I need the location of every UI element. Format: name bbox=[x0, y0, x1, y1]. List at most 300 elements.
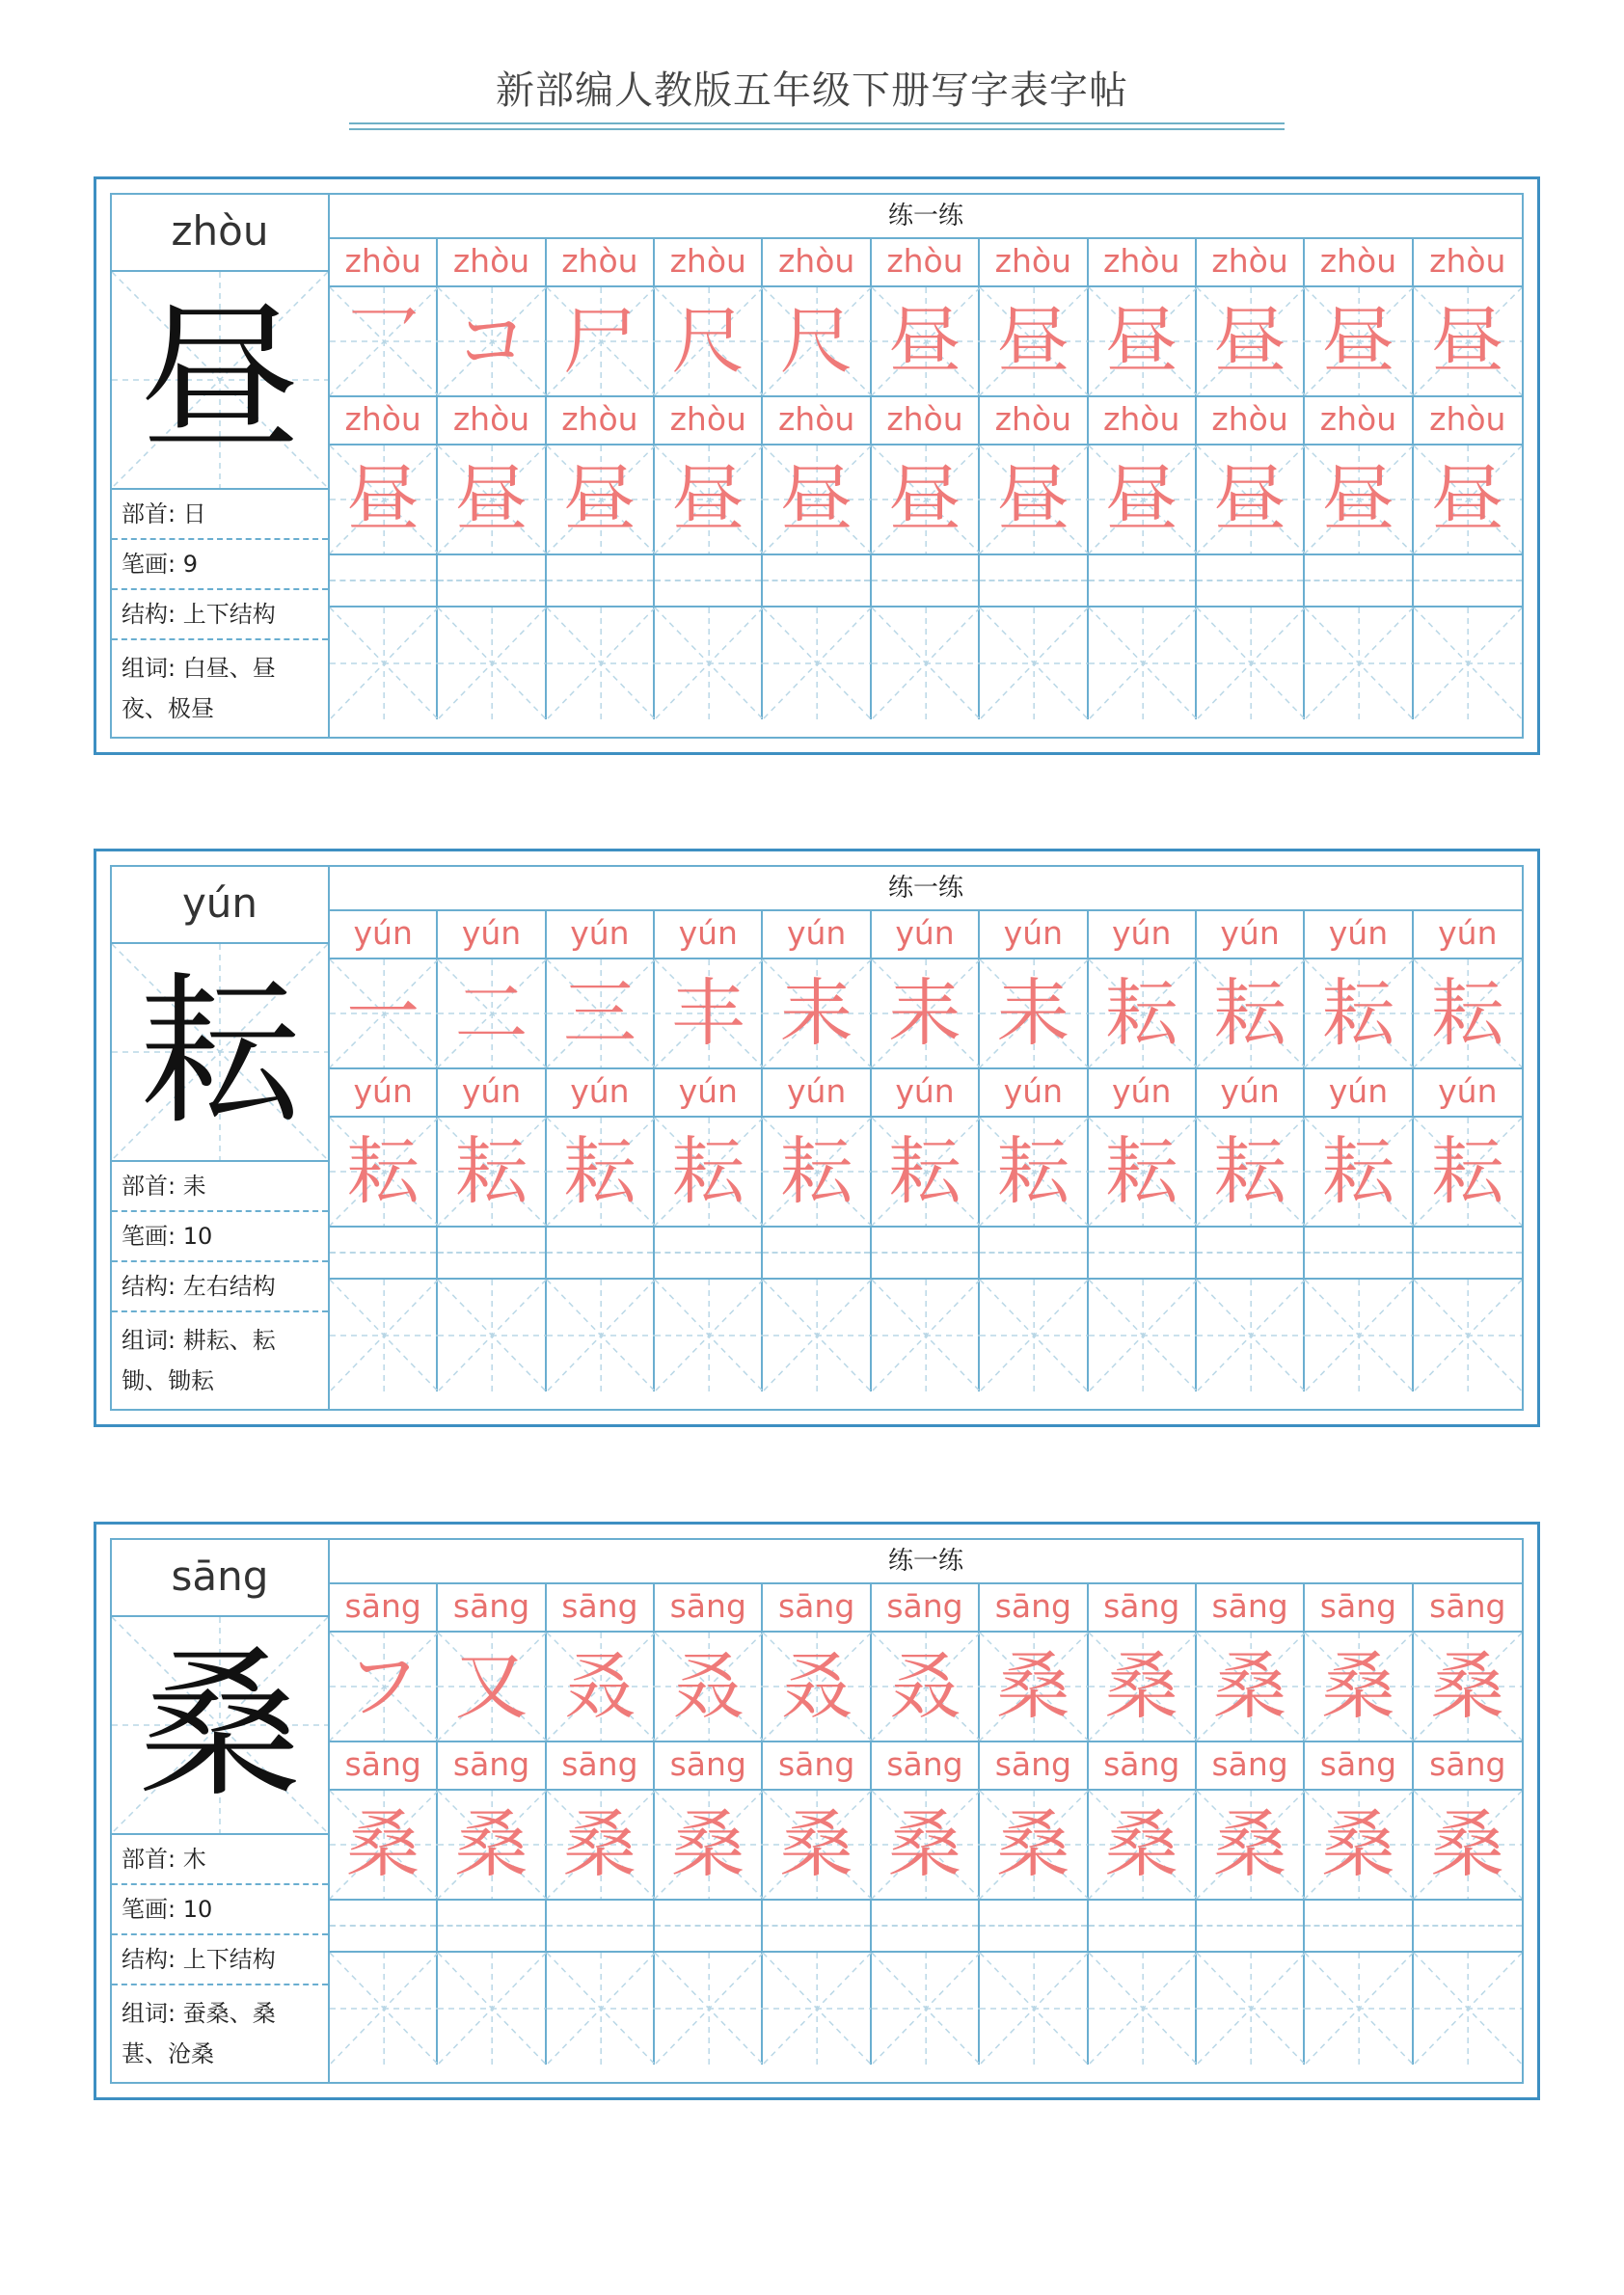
trace-cell bbox=[330, 1118, 438, 1226]
main-character-box bbox=[112, 272, 328, 490]
radical-row-label: 部首: bbox=[122, 500, 176, 527]
trace-character: 桑 bbox=[1213, 1643, 1287, 1729]
blank-pinyin-cell[interactable] bbox=[330, 555, 438, 606]
radical-row bbox=[112, 490, 328, 540]
pinyin-cell: sāng bbox=[872, 1584, 980, 1631]
trace-cell bbox=[438, 287, 546, 395]
trace-character: 乛 bbox=[346, 298, 420, 384]
strokes-row-label: 笔画: bbox=[122, 1223, 176, 1250]
pinyin-guide-line bbox=[980, 1252, 1086, 1254]
blank-writing-row bbox=[330, 608, 1522, 719]
trace-character: 尺 bbox=[779, 298, 853, 384]
pinyin-guide-line bbox=[1089, 1252, 1195, 1254]
pinyin-guide-line bbox=[763, 1252, 869, 1254]
trace-cell bbox=[655, 1118, 763, 1226]
trace-character: 昼 bbox=[1321, 456, 1395, 542]
trace-cell bbox=[1305, 287, 1413, 395]
character-block bbox=[94, 1522, 1540, 2100]
blank-writing-cell[interactable] bbox=[1197, 1280, 1305, 1391]
practice-area bbox=[330, 867, 1522, 1409]
blank-pinyin-cell[interactable] bbox=[438, 1901, 546, 1951]
words-row bbox=[112, 1312, 328, 1409]
trace-cell bbox=[763, 287, 871, 395]
pinyin-cell: sāng bbox=[1089, 1584, 1197, 1631]
blank-pinyin-cell[interactable] bbox=[1197, 1901, 1305, 1951]
trace-character: 昼 bbox=[1321, 298, 1395, 384]
pinyin-trace-row bbox=[330, 1742, 1522, 1791]
trace-cell bbox=[1197, 446, 1305, 554]
pinyin-guide-line bbox=[980, 580, 1086, 581]
pinyin-guide-line bbox=[1305, 580, 1411, 581]
pinyin-cell: yún bbox=[872, 911, 980, 958]
trace-cell bbox=[655, 1633, 763, 1741]
trace-character: 昼 bbox=[779, 456, 853, 542]
trace-row bbox=[330, 1791, 1522, 1901]
trace-cell bbox=[438, 446, 546, 554]
trace-character: 昼 bbox=[1430, 298, 1504, 384]
trace-character: 丰 bbox=[671, 970, 745, 1056]
pinyin-cell: yún bbox=[330, 911, 438, 958]
character-block-inner bbox=[110, 865, 1524, 1411]
trace-character: 昼 bbox=[887, 298, 961, 384]
trace-row bbox=[330, 1118, 1522, 1228]
trace-cell bbox=[547, 287, 655, 395]
blank-writing-cell[interactable] bbox=[1414, 608, 1522, 719]
blank-writing-cell[interactable] bbox=[1089, 1953, 1197, 2065]
pinyin-cell: yún bbox=[980, 911, 1088, 958]
structure-row-value: 上下结构 bbox=[182, 1946, 276, 1973]
trace-character: 耘 bbox=[1104, 970, 1178, 1056]
trace-character: 耘 bbox=[1430, 1128, 1504, 1214]
character-block-inner bbox=[110, 193, 1524, 739]
trace-character: 桑 bbox=[562, 1801, 636, 1887]
pinyin-cell: yún bbox=[763, 1069, 871, 1116]
blank-pinyin-cell[interactable] bbox=[872, 555, 980, 606]
blank-pinyin-row bbox=[330, 1901, 1522, 1953]
pinyin-guide-line bbox=[1197, 580, 1303, 581]
trace-cell bbox=[980, 959, 1088, 1067]
pinyin-cell: sāng bbox=[980, 1742, 1088, 1789]
blank-pinyin-cell[interactable] bbox=[763, 555, 871, 606]
pinyin-cell: zhòu bbox=[872, 397, 980, 444]
pinyin-cell: yún bbox=[1197, 911, 1305, 958]
pinyin-cell: zhòu bbox=[1429, 242, 1506, 280]
radical-row-label: 部首: bbox=[122, 1173, 176, 1200]
pinyin-cell: yún bbox=[1305, 1069, 1413, 1116]
pinyin-guide-line bbox=[1089, 1925, 1195, 1927]
main-character: 昼 bbox=[139, 285, 301, 474]
pinyin-cell: yún bbox=[763, 911, 871, 958]
trace-character: 昼 bbox=[1213, 456, 1287, 542]
blank-pinyin-cell[interactable] bbox=[655, 555, 763, 606]
blank-writing-cell[interactable] bbox=[763, 1953, 871, 2065]
trace-cell bbox=[1089, 1791, 1197, 1899]
trace-cell bbox=[1197, 1633, 1305, 1741]
trace-cell bbox=[330, 1791, 438, 1899]
pinyin-cell: sāng bbox=[1305, 1584, 1413, 1631]
trace-character: 耘 bbox=[1430, 970, 1504, 1056]
blank-writing-cell[interactable] bbox=[1414, 1953, 1522, 2065]
structure-row-label: 结构: bbox=[122, 1273, 176, 1300]
strokes-row bbox=[112, 540, 328, 590]
blank-writing-cell[interactable] bbox=[980, 1280, 1088, 1391]
blank-writing-cell[interactable] bbox=[980, 608, 1088, 719]
trace-character: 二 bbox=[454, 970, 528, 1056]
blank-writing-cell[interactable] bbox=[872, 1280, 980, 1391]
trace-character: 昼 bbox=[454, 456, 528, 542]
pinyin-cell: zhòu bbox=[547, 239, 655, 285]
main-pinyin: yún bbox=[112, 867, 328, 944]
trace-cell bbox=[330, 446, 438, 554]
blank-pinyin-cell[interactable] bbox=[1197, 1228, 1305, 1278]
trace-character: 耘 bbox=[562, 1128, 636, 1214]
trace-cell bbox=[547, 1633, 655, 1741]
character-block bbox=[94, 849, 1540, 1427]
trace-character: 昼 bbox=[1213, 298, 1287, 384]
trace-character: コ bbox=[454, 298, 528, 384]
blank-writing-cell[interactable] bbox=[438, 608, 546, 719]
words-row bbox=[112, 640, 328, 737]
blank-pinyin-cell[interactable] bbox=[655, 1901, 763, 1951]
pinyin-cell: sāng bbox=[547, 1584, 655, 1631]
blank-pinyin-cell[interactable] bbox=[1414, 1901, 1522, 1951]
strokes-row-label: 笔画: bbox=[122, 1896, 176, 1923]
pinyin-cell: zhòu bbox=[872, 239, 980, 285]
trace-cell bbox=[1089, 287, 1197, 395]
blank-pinyin-cell[interactable] bbox=[980, 1901, 1088, 1951]
trace-character: 桑 bbox=[779, 1801, 853, 1887]
words-row-label: 组词: bbox=[122, 655, 176, 682]
strokes-row-value: 9 bbox=[182, 551, 199, 578]
blank-writing-cell[interactable] bbox=[1305, 1953, 1413, 2065]
blank-pinyin-cell[interactable] bbox=[1305, 1228, 1413, 1278]
pinyin-cell: sāng bbox=[1089, 1742, 1197, 1789]
stroke-order-row bbox=[330, 959, 1522, 1069]
blank-writing-cell[interactable] bbox=[1197, 1953, 1305, 2065]
strokes-row-value: 10 bbox=[182, 1896, 213, 1923]
blank-pinyin-cell[interactable] bbox=[547, 555, 655, 606]
pinyin-cell: zhòu bbox=[1305, 239, 1413, 285]
blank-pinyin-cell[interactable] bbox=[330, 1901, 438, 1951]
trace-character: 桑 bbox=[1430, 1801, 1504, 1887]
trace-cell bbox=[547, 959, 655, 1067]
trace-cell bbox=[1197, 959, 1305, 1067]
trace-cell bbox=[980, 1118, 1088, 1226]
trace-character: 昼 bbox=[346, 456, 420, 542]
blank-writing-cell[interactable] bbox=[330, 1280, 438, 1391]
pinyin-guide-line bbox=[330, 580, 436, 581]
radical-row bbox=[112, 1835, 328, 1885]
trace-character: 耘 bbox=[1104, 1128, 1178, 1214]
blank-pinyin-cell[interactable] bbox=[547, 1228, 655, 1278]
pinyin-cell: yún bbox=[438, 1069, 546, 1116]
structure-row bbox=[112, 1262, 328, 1312]
trace-character: 耘 bbox=[454, 1128, 528, 1214]
trace-character: 耒 bbox=[779, 970, 853, 1056]
structure-row bbox=[112, 1935, 328, 1985]
pinyin-cell: yún bbox=[330, 1069, 438, 1116]
blank-writing-cell[interactable] bbox=[872, 1953, 980, 2065]
blank-pinyin-cell[interactable] bbox=[1305, 1901, 1413, 1951]
pinyin-guide-line bbox=[1197, 1252, 1303, 1254]
blank-writing-row bbox=[330, 1953, 1522, 2065]
blank-writing-cell[interactable] bbox=[1089, 608, 1197, 719]
practice-area bbox=[330, 1540, 1522, 2082]
pinyin-cell: sāng bbox=[655, 1742, 763, 1789]
trace-character: 耘 bbox=[1213, 1128, 1287, 1214]
trace-row bbox=[330, 446, 1522, 555]
trace-cell bbox=[980, 446, 1088, 554]
character-block bbox=[94, 176, 1540, 755]
trace-character: 耘 bbox=[1213, 970, 1287, 1056]
blank-writing-cell[interactable] bbox=[1305, 1280, 1413, 1391]
pinyin-guide-line bbox=[655, 580, 761, 581]
pinyin-trace-row bbox=[330, 397, 1522, 446]
trace-cell bbox=[438, 959, 546, 1067]
trace-cell bbox=[763, 1633, 871, 1741]
pinyin-cell: sāng bbox=[438, 1742, 546, 1789]
trace-cell bbox=[872, 1791, 980, 1899]
blank-writing-cell[interactable] bbox=[1414, 1280, 1522, 1391]
trace-character: 桑 bbox=[1430, 1643, 1504, 1729]
pinyin-cell: zhòu bbox=[1197, 239, 1305, 285]
pinyin-guide-line bbox=[438, 1925, 544, 1927]
pinyin-cell: yún bbox=[980, 1069, 1088, 1116]
words-row bbox=[112, 1985, 328, 2082]
blank-writing-cell[interactable] bbox=[763, 1280, 871, 1391]
trace-character: 桑 bbox=[1104, 1801, 1178, 1887]
trace-character: 耘 bbox=[346, 1128, 420, 1214]
blank-pinyin-cell[interactable] bbox=[655, 1228, 763, 1278]
trace-character: 耘 bbox=[671, 1128, 745, 1214]
pinyin-cell: yún bbox=[1089, 911, 1197, 958]
blank-writing-cell[interactable] bbox=[438, 1953, 546, 2065]
trace-cell bbox=[1414, 959, 1522, 1067]
pinyin-cell: yún bbox=[655, 1069, 763, 1116]
trace-cell bbox=[980, 1791, 1088, 1899]
trace-cell bbox=[763, 1791, 871, 1899]
pinyin-trace-row bbox=[330, 1069, 1522, 1118]
blank-writing-cell[interactable] bbox=[655, 1953, 763, 2065]
trace-character: 耘 bbox=[887, 1128, 961, 1214]
words-row-value: 耕耘、耘锄、锄耘 bbox=[122, 1327, 276, 1394]
pinyin-cell: sāng bbox=[872, 1742, 980, 1789]
blank-pinyin-cell[interactable] bbox=[547, 1901, 655, 1951]
trace-cell bbox=[1414, 287, 1522, 395]
trace-character: 叒 bbox=[887, 1643, 961, 1729]
info-column bbox=[112, 867, 330, 1409]
blank-pinyin-cell[interactable] bbox=[763, 1228, 871, 1278]
trace-character: 叒 bbox=[671, 1643, 745, 1729]
blank-writing-cell[interactable] bbox=[330, 1953, 438, 2065]
pinyin-guide-line bbox=[330, 1252, 436, 1254]
pinyin-cell: yún bbox=[655, 911, 763, 958]
structure-row-value: 左右结构 bbox=[182, 1273, 276, 1300]
trace-cell bbox=[1305, 959, 1413, 1067]
pinyin-cell: zhòu bbox=[763, 239, 871, 285]
trace-character: フ bbox=[346, 1643, 420, 1729]
blank-writing-cell[interactable] bbox=[1197, 608, 1305, 719]
blank-pinyin-row bbox=[330, 555, 1522, 608]
title-rule bbox=[349, 128, 1285, 130]
trace-cell bbox=[1414, 446, 1522, 554]
pinyin-cell: yún bbox=[547, 1069, 655, 1116]
pinyin-cell: sāng bbox=[763, 1742, 871, 1789]
blank-writing-cell[interactable] bbox=[655, 1280, 763, 1391]
blank-pinyin-cell[interactable] bbox=[1089, 1228, 1197, 1278]
pinyin-cell: zhòu bbox=[1089, 397, 1197, 444]
words-row-label: 组词: bbox=[122, 1327, 176, 1354]
pinyin-guide-line bbox=[438, 1252, 544, 1254]
pinyin-cell: yún bbox=[1089, 1069, 1197, 1116]
pinyin-guide-line bbox=[763, 1925, 869, 1927]
trace-cell bbox=[1414, 1118, 1522, 1226]
blank-writing-cell[interactable] bbox=[330, 608, 438, 719]
trace-character: 尺 bbox=[671, 298, 745, 384]
trace-cell bbox=[872, 446, 980, 554]
trace-cell bbox=[980, 1633, 1088, 1741]
blank-pinyin-cell[interactable] bbox=[763, 1901, 871, 1951]
words-row-value: 蚕桑、桑葚、沧桑 bbox=[122, 2000, 276, 2067]
blank-pinyin-cell[interactable] bbox=[1305, 555, 1413, 606]
pinyin-cell: sāng bbox=[1197, 1584, 1305, 1631]
pinyin-cell: zhòu bbox=[330, 397, 438, 444]
trace-cell bbox=[655, 446, 763, 554]
pinyin-cell: zhòu bbox=[330, 239, 438, 285]
pinyin-guide-line bbox=[1414, 1925, 1522, 1927]
pinyin-trace-row bbox=[330, 911, 1522, 959]
trace-cell bbox=[438, 1791, 546, 1899]
pinyin-guide-line bbox=[872, 1925, 978, 1927]
pinyin-guide-line bbox=[872, 580, 978, 581]
pinyin-cell: zhòu bbox=[1197, 397, 1305, 444]
trace-character: 叒 bbox=[562, 1643, 636, 1729]
trace-character: 尸 bbox=[562, 298, 636, 384]
blank-pinyin-cell[interactable] bbox=[872, 1901, 980, 1951]
trace-cell bbox=[330, 1633, 438, 1741]
structure-row-label: 结构: bbox=[122, 1946, 176, 1973]
blank-writing-cell[interactable] bbox=[763, 608, 871, 719]
pinyin-cell: zhòu bbox=[547, 397, 655, 444]
trace-cell bbox=[547, 1791, 655, 1899]
trace-cell bbox=[330, 287, 438, 395]
trace-cell bbox=[655, 287, 763, 395]
blank-pinyin-cell[interactable] bbox=[438, 1228, 546, 1278]
trace-character: 耒 bbox=[887, 970, 961, 1056]
trace-character: 耘 bbox=[1321, 970, 1395, 1056]
pinyin-cell: sāng bbox=[980, 1584, 1088, 1631]
blank-writing-cell[interactable] bbox=[547, 1953, 655, 2065]
main-character-box bbox=[112, 944, 328, 1162]
pinyin-cell: sāng bbox=[1429, 1745, 1506, 1783]
character-block-inner bbox=[110, 1538, 1524, 2084]
trace-character: 昼 bbox=[1104, 298, 1178, 384]
trace-character: 桑 bbox=[996, 1643, 1070, 1729]
radical-row-label: 部首: bbox=[122, 1846, 176, 1873]
blank-writing-cell[interactable] bbox=[872, 608, 980, 719]
pinyin-cell: zhòu bbox=[438, 397, 546, 444]
pinyin-guide-line bbox=[655, 1252, 761, 1254]
trace-character: 桑 bbox=[887, 1801, 961, 1887]
blank-pinyin-cell[interactable] bbox=[1414, 555, 1522, 606]
trace-character: 耘 bbox=[1321, 1128, 1395, 1214]
trace-cell bbox=[763, 959, 871, 1067]
trace-character: 桑 bbox=[1321, 1643, 1395, 1729]
trace-character: 三 bbox=[562, 970, 636, 1056]
main-pinyin: zhòu bbox=[112, 195, 328, 272]
blank-writing-cell[interactable] bbox=[1089, 1280, 1197, 1391]
trace-cell bbox=[330, 959, 438, 1067]
strokes-row-label: 笔画: bbox=[122, 551, 176, 578]
blank-pinyin-cell[interactable] bbox=[330, 1228, 438, 1278]
pinyin-cell: sāng bbox=[1429, 1587, 1506, 1625]
trace-cell bbox=[872, 1118, 980, 1226]
pinyin-guide-line bbox=[980, 1925, 1086, 1927]
trace-cell bbox=[1197, 1791, 1305, 1899]
blank-pinyin-cell[interactable] bbox=[438, 555, 546, 606]
trace-character: 耘 bbox=[779, 1128, 853, 1214]
blank-writing-cell[interactable] bbox=[980, 1953, 1088, 2065]
practice-header: 练一练 bbox=[330, 1540, 1522, 1584]
trace-character: 又 bbox=[454, 1643, 528, 1729]
radical-row-value: 日 bbox=[182, 500, 206, 527]
blank-pinyin-cell[interactable] bbox=[980, 555, 1088, 606]
blank-writing-cell[interactable] bbox=[1305, 608, 1413, 719]
trace-cell bbox=[1414, 1633, 1522, 1741]
trace-cell bbox=[1089, 1633, 1197, 1741]
blank-pinyin-cell[interactable] bbox=[872, 1228, 980, 1278]
trace-character: 桑 bbox=[1321, 1801, 1395, 1887]
main-pinyin: sāng bbox=[112, 1540, 328, 1617]
pinyin-cell: yún bbox=[1305, 911, 1413, 958]
blank-writing-cell[interactable] bbox=[655, 608, 763, 719]
trace-cell bbox=[438, 1633, 546, 1741]
pinyin-cell: yún bbox=[1438, 1072, 1498, 1110]
blank-writing-cell[interactable] bbox=[438, 1280, 546, 1391]
pinyin-cell: sāng bbox=[330, 1584, 438, 1631]
blank-pinyin-cell[interactable] bbox=[980, 1228, 1088, 1278]
pinyin-cell: yún bbox=[547, 911, 655, 958]
pinyin-guide-line bbox=[438, 580, 544, 581]
trace-cell bbox=[655, 959, 763, 1067]
pinyin-cell: sāng bbox=[655, 1584, 763, 1631]
trace-cell bbox=[1197, 1118, 1305, 1226]
structure-row-value: 上下结构 bbox=[182, 601, 276, 628]
blank-writing-cell[interactable] bbox=[547, 608, 655, 719]
trace-cell bbox=[1305, 1633, 1413, 1741]
pinyin-guide-line bbox=[655, 1925, 761, 1927]
pinyin-cell: zhòu bbox=[1305, 397, 1413, 444]
pinyin-guide-line bbox=[1414, 580, 1522, 581]
strokes-row bbox=[112, 1885, 328, 1935]
structure-row bbox=[112, 590, 328, 640]
words-row-value: 白昼、昼夜、极昼 bbox=[122, 655, 276, 722]
blank-pinyin-cell[interactable] bbox=[1089, 1901, 1197, 1951]
pinyin-guide-line bbox=[763, 580, 869, 581]
pinyin-cell: sāng bbox=[330, 1742, 438, 1789]
trace-cell bbox=[438, 1118, 546, 1226]
blank-writing-cell[interactable] bbox=[547, 1280, 655, 1391]
main-character-box bbox=[112, 1617, 328, 1835]
pinyin-cell: sāng bbox=[1197, 1742, 1305, 1789]
blank-pinyin-cell[interactable] bbox=[1089, 555, 1197, 606]
words-row-label: 组词: bbox=[122, 2000, 176, 2027]
trace-character: 昼 bbox=[562, 456, 636, 542]
trace-character: 耒 bbox=[996, 970, 1070, 1056]
blank-pinyin-cell[interactable] bbox=[1197, 555, 1305, 606]
info-column bbox=[112, 195, 330, 737]
blank-pinyin-cell[interactable] bbox=[1414, 1228, 1522, 1278]
